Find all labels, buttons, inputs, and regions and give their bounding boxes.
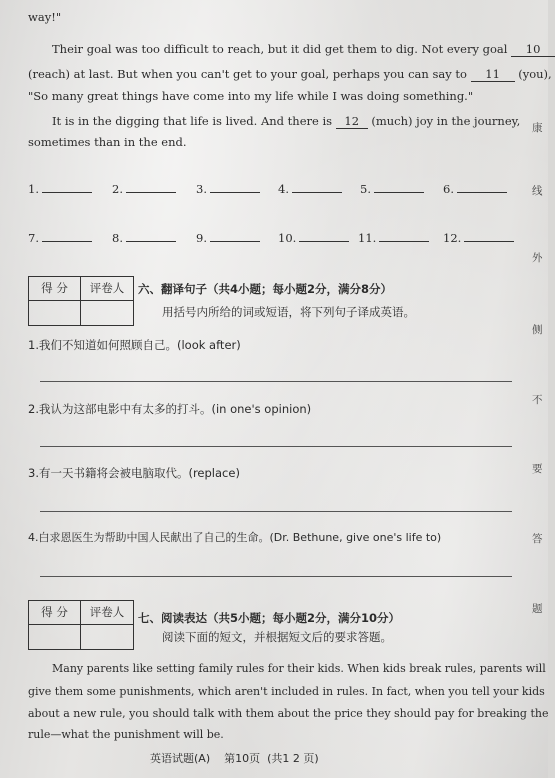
reading-paragraph-line-4: rule—what the punishment will be. — [28, 728, 224, 741]
grader-label: 评卷人 — [81, 601, 133, 625]
answer-line-1[interactable] — [40, 381, 512, 382]
answer-blank-10: 10 — [511, 42, 555, 57]
answer-blank-12: 12 — [336, 114, 368, 129]
reading-paragraph-line-3: about a new rule, you should talk with them about the price they should pay for breaking the — [28, 707, 549, 720]
score-label: 得 分 — [29, 601, 81, 625]
blank-item[interactable]: 11. — [358, 231, 429, 245]
blank-item[interactable]: 8. — [112, 231, 176, 245]
passage-line-5: sometimes than in the end. — [28, 135, 187, 149]
answer-line-2[interactable] — [40, 446, 512, 447]
passage-text: (reach) at last. But when you can't get to your goal, perhaps you can say to — [28, 67, 467, 81]
side-char: 康 — [532, 122, 543, 134]
passage-text: Their goal was too difficult to reach, but it did get them to dig. Not every goal — [52, 42, 508, 56]
passage-line-1 — [52, 42, 555, 57]
side-char: 答 — [532, 533, 543, 545]
passage-line-0: way!" — [28, 10, 62, 24]
answer-line-4[interactable] — [40, 576, 512, 577]
answer-blank-11: 11 — [471, 67, 515, 82]
score-box-section-7 — [28, 600, 134, 650]
side-char: 线 — [532, 185, 543, 197]
blank-item[interactable]: 12. — [443, 231, 514, 245]
blank-item[interactable]: 5. — [360, 182, 424, 196]
passage-text: (you), — [518, 67, 552, 81]
blank-item[interactable]: 2. — [112, 182, 176, 196]
answer-line-3[interactable] — [40, 511, 512, 512]
side-char: 题 — [532, 603, 543, 615]
blank-item[interactable]: 10. — [278, 231, 349, 245]
section-6-instruction: 用括号内所给的词或短语，将下列句子译成英语。 — [162, 305, 415, 319]
passage-line-4 — [52, 114, 520, 129]
translate-question-3: 3.有一天书籍将会被电脑取代。(replace) — [28, 466, 240, 480]
translate-question-1: 1.我们不知道如何照顾自己。(look after) — [28, 338, 241, 352]
grader-cell[interactable] — [81, 301, 133, 325]
translate-question-4: 4.白求恩医生为帮助中国人民献出了自己的生命。(Dr. Bethune, give one's life to) — [28, 531, 442, 544]
section-7-title: 七、阅读表达（共5小题；每小题2分，满分10分） — [138, 611, 401, 625]
blank-item[interactable]: 3. — [196, 182, 260, 196]
section-7-instruction: 阅读下面的短文，并根据短文后的要求答题。 — [162, 630, 392, 644]
reading-paragraph-line-1: Many parents like setting family rules for their kids. When kids break rules, parents will — [52, 662, 546, 675]
grader-label: 评卷人 — [81, 277, 133, 301]
translate-question-2: 2.我认为这部电影中有太多的打斗。(in one's opinion) — [28, 402, 312, 416]
blank-item[interactable]: 1. — [28, 182, 92, 196]
passage-line-2 — [28, 67, 552, 82]
passage-text: It is in the digging that life is lived. And there is — [52, 114, 333, 128]
side-char: 不 — [532, 394, 543, 406]
side-char: 侧 — [532, 324, 543, 336]
blank-item[interactable]: 7. — [28, 231, 92, 245]
score-cell[interactable] — [29, 301, 81, 325]
score-box-section-6 — [28, 276, 134, 326]
section-6-title: 六、翻译句子（共4小题；每小题2分，满分8分） — [138, 282, 393, 296]
side-char: 外 — [532, 252, 543, 264]
blank-item[interactable]: 9. — [196, 231, 260, 245]
side-char: 要 — [532, 463, 543, 475]
reading-paragraph-line-2: give them some punishments, which aren't included in rules. In fact, when you tell your kids — [28, 685, 545, 698]
blank-item[interactable]: 6. — [443, 182, 507, 196]
page-footer: 英语试题(A) 第10页 (共1 2 页) — [150, 752, 319, 765]
passage-line-3: "So many great things have come into my life while I was doing something." — [28, 89, 474, 103]
blank-item[interactable]: 4. — [278, 182, 342, 196]
grader-cell[interactable] — [81, 625, 133, 649]
passage-text: (much) joy in the journey, — [371, 114, 521, 128]
score-label: 得 分 — [29, 277, 81, 301]
score-cell[interactable] — [29, 625, 81, 649]
